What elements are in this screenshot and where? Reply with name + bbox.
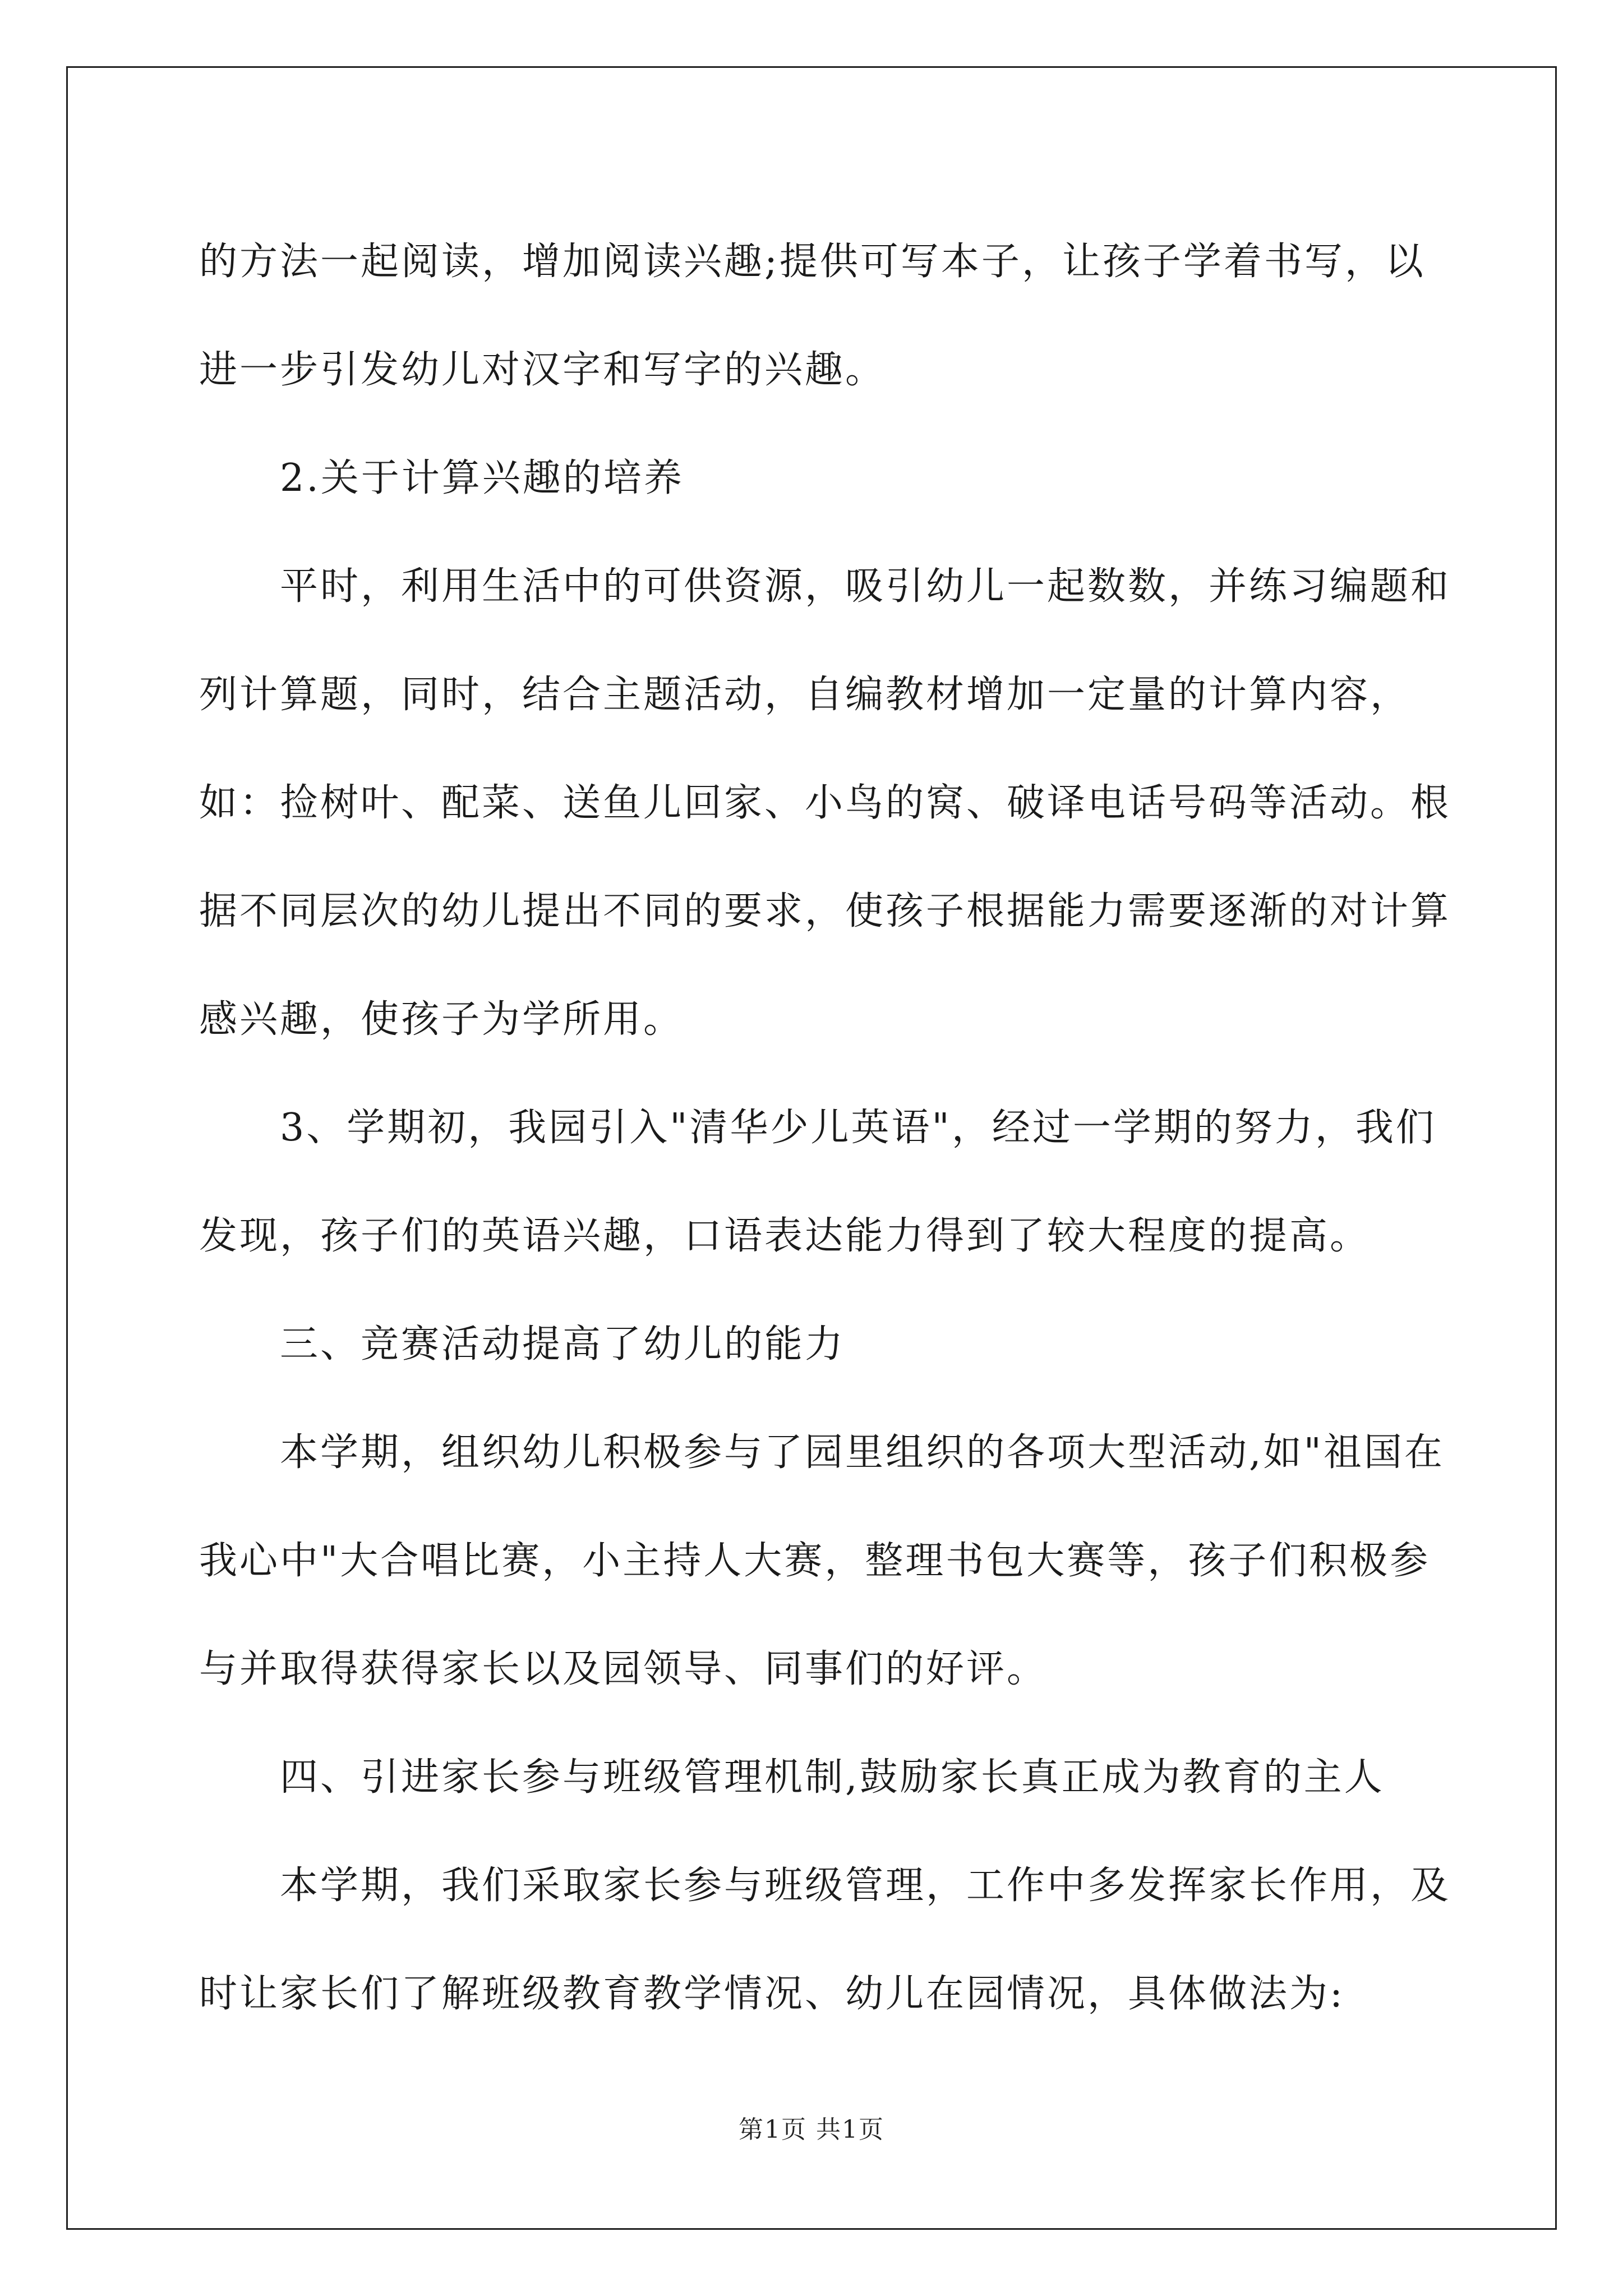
document-body	[199, 208, 1461, 2048]
paragraph-english: 3、学期初，我园引入"清华少儿英语"，经过一学期的努力，我们发现，孩子们的英语兴趣，口语表达能力得到了较大程度的提高。	[199, 1106, 1436, 1258]
paragraph-reading-interest: 的方法一起阅读，增加阅读兴趣;提供可写本子，让孩子学着书写，以进一步引发幼儿对汉字和写字的兴趣。	[199, 240, 1426, 392]
paragraph-competition: 本学期，组织幼儿积极参与了园里组织的各项大型活动,如"祖国在我心中"大合唱比赛，小主持人大赛，整理书包大赛等，孩子们积极参与并取得获得家长以及园领导、同事们的好评。	[199, 1430, 1445, 1691]
heading-parent-participation: 四、引进家长参与班级管理机制,鼓励家长真正成为教育的主人	[280, 1755, 1385, 1800]
page-number-footer: 第1页 共1页	[739, 2115, 884, 2144]
paragraph-calculation: 平时，利用生活中的可供资源，吸引幼儿一起数数，并练习编题和列计算题，同时，结合主题活动，自编教材增加一定量的计算内容，如：捡树叶、配菜、送鱼儿回家、小鸟的窝、破译电话号码等活动。根据不同层次的幼儿提出不同的要求，使孩子根据能力需要逐渐的对计算感兴趣，使孩子为学所用。	[199, 564, 1451, 1042]
heading-competition: 三、竞赛活动提高了幼儿的能力	[280, 1322, 846, 1366]
heading-calculation-interest: 2.关于计算兴趣的培养	[280, 456, 684, 500]
paragraph-parent-participation: 本学期，我们采取家长参与班级管理，工作中多发挥家长作用，及时让家长们了解班级教育教学情况、幼儿在园情况，具体做法为:	[199, 1864, 1451, 2016]
